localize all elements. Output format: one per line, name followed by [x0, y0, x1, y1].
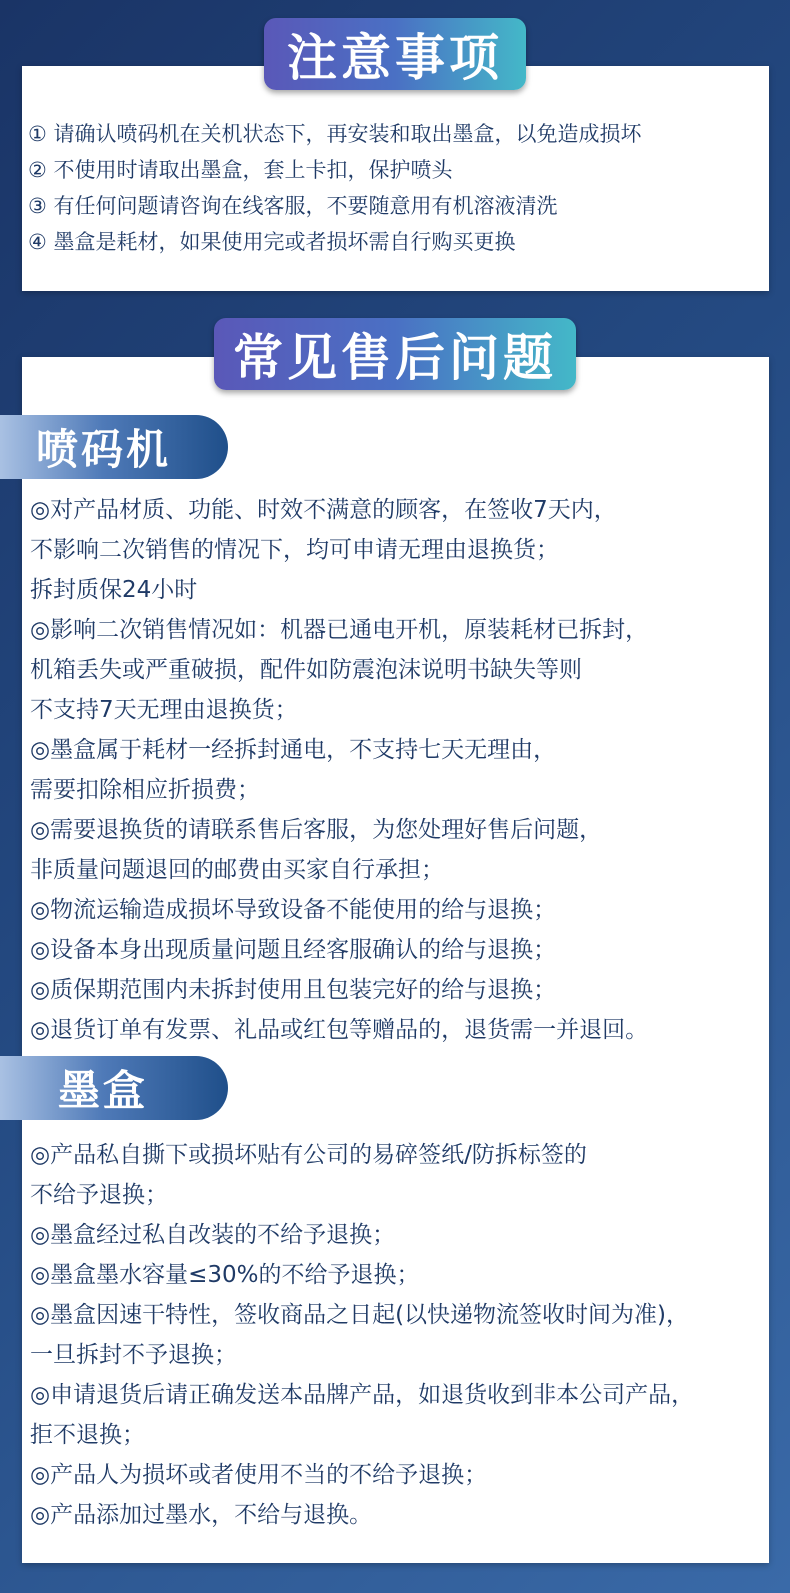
rule-line: 需要扣除相应折损费；: [30, 777, 260, 803]
rule-line: ◎墨盒墨水容量≤30%的不给予退换；: [30, 1262, 420, 1288]
rule-line: ◎申请退货后请正确发送本品牌产品，如退货收到非本公司产品，: [30, 1382, 695, 1408]
faq-title: 常见售后问题: [214, 318, 576, 390]
rule-line: ◎对产品材质、功能、时效不满意的顾客，在签收7天内，: [30, 497, 617, 523]
rule-line: ◎影响二次销售情况如：机器已通电开机，原装耗材已拆封，: [30, 617, 649, 643]
rule-line: ◎物流运输造成损坏导致设备不能使用的给与退换；: [30, 897, 557, 923]
rule-line: 不支持7天无理由退换货；: [30, 697, 298, 723]
rule-line: 不影响二次销售的情况下，均可申请无理由退换货；: [30, 537, 559, 563]
rule-line: ◎产品私自撕下或损坏贴有公司的易碎签纸/防拆标签的: [30, 1142, 587, 1168]
notice-list: [28, 116, 642, 260]
rule-line: 拒不退换；: [30, 1422, 145, 1448]
notice-title: 注意事项: [264, 18, 526, 90]
rule-line: ◎退货订单有发票、礼品或红包等赠品的，退货需一并退回。: [30, 1017, 649, 1043]
rule-line: ◎墨盒经过私自改装的不给予退换；: [30, 1222, 396, 1248]
rule-line: 非质量问题退回的邮费由买家自行承担；: [30, 857, 444, 883]
rule-line: ◎质保期范围内未拆封使用且包装完好的给与退换；: [30, 977, 557, 1003]
rule-line: 拆封质保24小时: [30, 577, 198, 603]
notice-item: ① 请确认喷码机在关机状态下，再安装和取出墨盒，以免造成损坏: [28, 122, 642, 146]
rule-line: ◎产品人为损坏或者使用不当的不给予退换；: [30, 1462, 488, 1488]
section-tab-cartridge: 墨盒: [0, 1056, 228, 1120]
rule-line: 一旦拆封不予退换；: [30, 1342, 237, 1368]
printer-rules-list: [30, 490, 648, 1050]
rule-line: 不给予退换；: [30, 1182, 168, 1208]
rule-line: ◎产品添加过墨水，不给与退换。: [30, 1502, 373, 1528]
notice-item: ② 不使用时请取出墨盒，套上卡扣，保护喷头: [28, 158, 453, 182]
cartridge-rules-list: [30, 1135, 694, 1535]
rule-line: ◎墨盒因速干特性，签收商品之日起(以快递物流签收时间为准)，: [30, 1302, 690, 1328]
notice-item: ③ 有任何问题请咨询在线客服，不要随意用有机溶液清洗: [28, 194, 558, 218]
section-tab-printer: 喷码机: [0, 415, 228, 479]
rule-line: ◎需要退换货的请联系售后客服，为您处理好售后问题，: [30, 817, 603, 843]
rule-line: ◎设备本身出现质量问题且经客服确认的给与退换；: [30, 937, 557, 963]
rule-line: ◎墨盒属于耗材一经拆封通电，不支持七天无理由，: [30, 737, 557, 763]
rule-line: 机箱丢失或严重破损，配件如防震泡沫说明书缺失等则: [30, 657, 582, 683]
notice-item: ④ 墨盒是耗材，如果使用完或者损坏需自行购买更换: [28, 230, 516, 254]
